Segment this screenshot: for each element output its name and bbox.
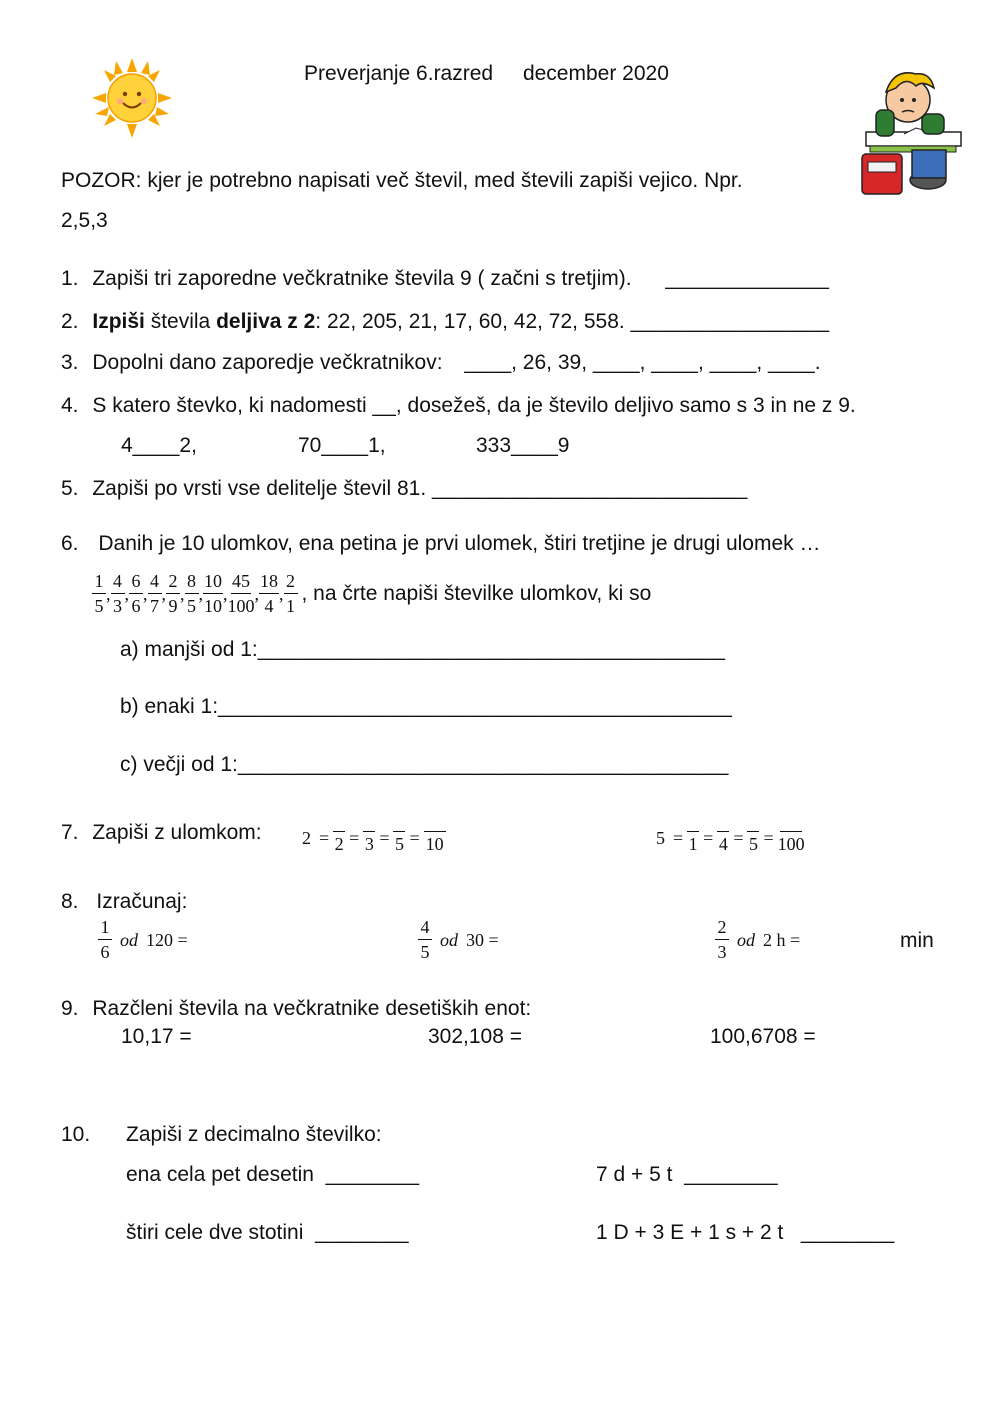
q7-left-chain[interactable]: 2 = 2 = 3 = 5 = 10 [302,822,446,853]
q6-answer-b[interactable]: b) enaki 1:____________________________________________ [120,695,732,718]
question-5 [61,478,747,499]
question-2 [61,311,829,332]
q6-fraction: $\frac{18}{4}$ [260,571,278,616]
q4-item-1[interactable]: 4____2, [121,434,197,457]
q6-text: Danih je 10 ulomkov, ena petina je prvi ulomek, štiri tretjine je drugi ulomek … [98,532,821,555]
q9-text: Razčleni števila na večkratnike desetiških enot: [92,997,532,1020]
q5-number: 5. [61,477,79,500]
question-6 [61,533,820,554]
q8-number: 8. [61,890,79,913]
q5-text[interactable]: Zapiši po vrsti vse delitelje števil 81. ___________________________ [92,477,748,500]
q7-fraction-blank: 2 [333,822,345,853]
q7-fraction-blank: 3 [363,822,375,853]
q1-text: Zapiši tri zaporedne večkratnike števila 9 ( začni s tretjim). [92,267,632,290]
q2-bold-condition: deljiva z 2 [216,310,316,333]
q6-fraction: $\frac{1}{5}$ [92,572,106,615]
q3-sequence[interactable]: ____, 26, 39, ____, ____, ____, ____. [464,351,821,374]
q4-item-2[interactable]: 70____1, [298,434,386,457]
q8-unit: min [900,929,934,952]
question-4 [61,395,856,416]
q7-fraction-blank: 1 [687,822,699,853]
q6-answer-a[interactable]: a) manjši od 1:________________________________________ [120,638,725,661]
q3-text: Dopolni dano zaporedje večkratnikov: [92,351,443,374]
q6-fraction: $\frac{2}{9}$ [166,572,180,615]
title-text: Preverjanje 6.razred [304,62,494,85]
date-text: december 2020 [522,62,669,85]
q6-fraction: $\frac{8}{5}$ [185,572,199,615]
q4-text: S katero števko, ki nadomesti __, dosežeš, da je število deljivo samo s 3 in ne z 9. [92,394,856,417]
q6-tail: , na črte napiši številke ulomkov, ki so [301,582,652,605]
q2-rest[interactable]: : 22, 205, 21, 17, 60, 42, 72, 558. _________________ [315,310,830,333]
q2-number: 2. [61,310,79,333]
q9-item-2[interactable]: 302,108 = [428,1025,523,1048]
q8-item-3[interactable]: $\frac{2}{3}$ od 2 h = [715,918,800,961]
q7-fraction-blank: 5 [393,822,405,853]
q7-fraction-blank: 10 [424,822,446,853]
q10-number: 10. [61,1123,91,1146]
q1-answer-blank[interactable]: ______________ [665,267,829,290]
q6-number: 6. [61,532,79,555]
q6-answer-c[interactable]: c) večji od 1:__________________________________________ [120,753,729,776]
q2-mid: števila [144,310,217,333]
q9-item-1[interactable]: 10,17 = [121,1025,192,1048]
question-8 [61,891,187,912]
q10-row1-left[interactable]: ena cela pet desetin ________ [126,1163,420,1186]
notice-line-1: POZOR: kjer je potrebno napisati več števil, med števili zapiši vejico. Npr. [61,169,743,192]
q4-number: 4. [61,394,79,417]
student-icon [856,62,966,206]
q6-fraction: $\frac{10}{10}$ [204,571,222,616]
q1-number: 1. [61,267,79,290]
q6-fraction: $\frac{4}{7}$ [148,572,162,615]
q8-text: Izračunaj: [96,890,188,913]
q6-fraction: $\frac{2}{1}$ [284,572,298,615]
q10-row1-right[interactable]: 7 d + 5 t ________ [596,1163,778,1186]
question-1 [61,268,829,289]
q6-fraction-list: $\frac{1}{5}$ , $\frac{4}{3}$ , $\frac{6}{6}$ , $\frac{4}{7}$ , $\frac{2}{9}$ , $\frac{8}{5}$ , $\frac{10}{10}$ , $\frac{45}{100}$ , $\frac{18}{4}$ , $\frac{2}{1}$ , na črte napiši številke ulomkov, ki so [92,572,651,615]
question-7 [61,822,262,843]
q7-number: 7. [61,821,79,844]
notice-line-2: 2,5,3 [61,209,108,232]
sun-icon [92,58,172,142]
q4-item-3[interactable]: 333____9 [476,434,570,457]
page-title [304,63,669,84]
question-3 [61,352,821,373]
q7-right-chain[interactable]: 5 = 1 = 4 = 5 = 100 [656,822,805,853]
q10-text: Zapiši z decimalno številko: [126,1123,382,1146]
q3-number: 3. [61,351,79,374]
q10-row2-right[interactable]: 1 D + 3 E + 1 s + 2 t ________ [596,1221,895,1244]
q9-number: 9. [61,997,79,1020]
q10-row2-left[interactable]: štiri cele dve stotini ________ [126,1221,409,1244]
q7-text: Zapiši z ulomkom: [92,821,262,844]
q7-fraction-blank: 4 [717,822,729,853]
q7-fraction-blank: 100 [778,822,805,853]
q6-fraction: $\frac{45}{100}$ [227,571,255,616]
q6-fraction: $\frac{6}{6}$ [129,572,143,615]
q8-item-1[interactable]: $\frac{1}{6}$ od 120 = [98,918,188,961]
q6-fraction: $\frac{4}{3}$ [111,572,125,615]
q2-bold-verb: Izpiši [92,310,145,333]
q9-item-3[interactable]: 100,6708 = [710,1025,816,1048]
q7-fraction-blank: 5 [747,822,759,853]
question-9 [61,998,531,1019]
q8-item-2[interactable]: $\frac{4}{5}$ od 30 = [418,918,499,961]
